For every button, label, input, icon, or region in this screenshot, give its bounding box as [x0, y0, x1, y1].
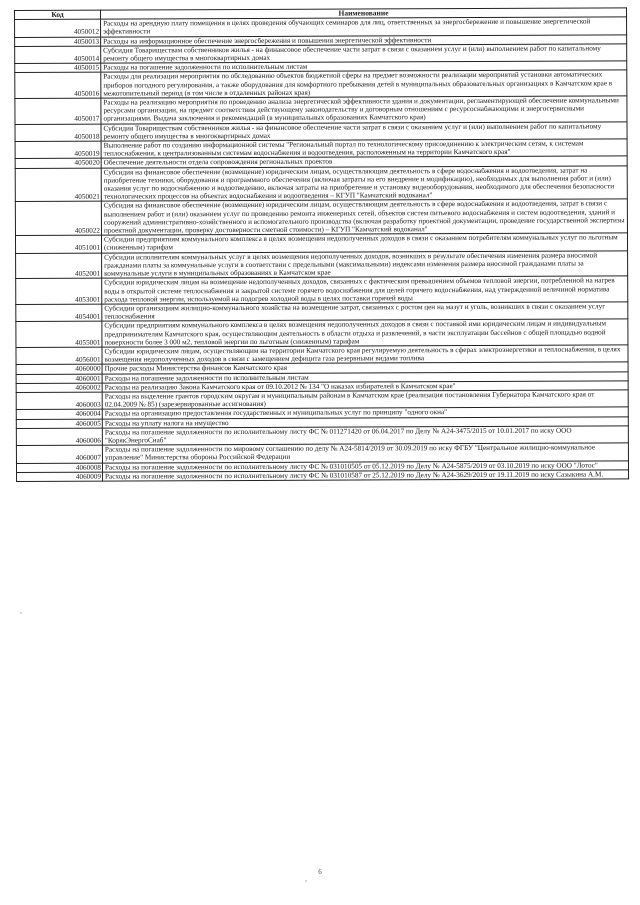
row-code: 4060004: [16, 409, 102, 419]
table-row: [16, 276, 628, 304]
row-code: 4060006: [16, 428, 102, 446]
row-name: Расходы на арендную плату помещения в целях проведения обучающих семинаров для лиц, ответственных за энергосбережение и повышение энергетической эффективности: [101, 17, 627, 37]
row-name: Субсидии организациям жилищно-коммунального хозяйства на возмещение затрат, связанных с ростом цен на мазут и уголь, возникших в связи с оказанием услуг теплоснабжения: [102, 302, 628, 322]
table-row: [16, 319, 628, 347]
row-name: Расходы на реализацию Закона Камчатского края от 09.10.2012 № 134 "О наказах избирателей в Камчатском крае": [102, 381, 628, 392]
row-code: 4050021: [15, 168, 101, 202]
row-name: Субсидия на финансовое обеспечение (возмещение) юридическим лицам, осуществляющим деятельность в сфере водоснабжения и водоотведения, затрат в связи с выполнением работ и (или) оказанием услуг по проведению ремонта инженерных сетей, объектов систем питьевого водоснабжения и систем водоотведения, зданий и сооружений административно-хозяйственного и вспомогательного производства (включая разработку проектной документации, проведение государственной экспертизы проектной документации, проверку достоверности сметной стоимости) – КГУП "Камчатский водоканал": [101, 199, 627, 235]
row-code: 4050013: [15, 37, 101, 47]
page-number: 6: [318, 868, 322, 876]
row-code: 4050012: [15, 19, 101, 37]
row-name: Расходы на погашение задолженности по исполнительному листу ФС № 031010587 от 25.12.2019 по Делу № А24-3629/2019 от 19.11.2019 по иску Сазыкина А.М.: [103, 470, 629, 481]
row-name: Расходы для реализации мероприятия по обследованию объектов бюджетной сферы на предмет возможности реализации мероприятий установки автоматических приборов погодного регулирования, а также оборудования для комфортного пребывания детей в муниципальных образовательных организациях в Камчатском крае в межотопительный период (в том числе в отдаленных районах края): [101, 70, 627, 98]
row-name: Субсидии юридическим лицам, осуществляющим на территории Камчатского края регулируемую деятельность в сферах электроэнергетики и теплоснабжения, в целях возмещения недополученных доходов в связи с замещением дефицита газа резервными видами топлива: [102, 345, 628, 365]
row-code: 4050019: [15, 141, 101, 159]
row-name: Субсидии предприятиям коммунального комплекса в целях возмещения недополученных доходов в связи с поставкой ими юридическим лицам и индивидуальным предпринимателям Камчатского края, осуществляющим деятельность в области отдыха и развлечений, в части эксплуатации бассейнов с общей площадью водной поверхности более 3 000 м2, тепловой энергии по льготным (сниженным) тарифам: [102, 319, 628, 347]
row-code: 4060000: [16, 364, 102, 374]
row-code: 4060008: [16, 463, 102, 473]
row-name: Расходы на информационное обеспечение энергосбережения и повышения энергетической эффективности: [101, 34, 627, 45]
row-code: 4060009: [17, 472, 103, 482]
table-row: [15, 165, 627, 201]
row-name: Субсидии предприятиям коммунального комплекса в целях возмещения недополученных доходов в связи с оказанием потребителям коммунальных услуг по льготным (сниженным) тарифам: [101, 233, 627, 253]
row-code: 4056001: [16, 347, 102, 365]
row-code: 4060001: [16, 374, 102, 384]
row-name: Субсидия на финансовое обеспечение (возмещение) юридическим лицам, осуществляющим деятельность в сфере водоснабжения и водоотведения, затрат на приобретение техники, оборудования и программного обеспечения (включая затраты на его внедрение и модификацию), необходимых для выполнения работ и (или) оказания услуг по водоснабжению и водоотведению, включая затраты на приобретение и установку видеооборудования, необходимого для обеспечения безопасности технологических процессов на объектах водоснабжения и водоотведения – КГУП "Камчатский водоканал": [101, 165, 627, 201]
row-code: 4050016: [15, 73, 101, 99]
row-name: Расходы на погашение задолженности по исполнительному листу ФС № 031010505 от 05.12.2019 по Делу № А24-5875/2019 от 03.10.2019 по иску ООО "Лотос": [102, 460, 628, 471]
document-sheet: [14, 7, 630, 860]
row-code: 4060003: [16, 392, 102, 410]
row-code: 4051001: [15, 235, 101, 253]
table-row: [17, 470, 629, 482]
row-name: Расходы на организацию предоставления государственных и муниципальных услуг по принципу "одного окна": [102, 407, 628, 418]
row-name: Расходы на уплату налога на имущество: [102, 416, 628, 427]
row-name: Субсидии юридическим лицам на возмещение недополученных доходов, связанных с фактическим превышением объемов тепловой энергии, потребленной на нагрев воды в открытой системе теплоснабжения и закрытой системе горячего водоснабжения для целей горячего водоснабжения, над утвержденной величиной норматива расхода тепловой энергии, используемой на подогрев холодной воды в целях поставки горячей воды: [102, 276, 628, 304]
budget-codes-table: [14, 7, 629, 482]
row-name: Расходы на погашение задолженности по мировому соглашению по делу № А24-5814/2019 от 30.09.2019 по иску ФГБУ "Центральное жилищно-коммунальное управление" Министерства обороны Российской Федерации: [102, 443, 628, 463]
row-code: 4050018: [15, 124, 101, 142]
table-row: [15, 199, 627, 235]
row-name: Расходы на погашение задолженности по исполнительным листам: [102, 371, 628, 382]
table-row: [15, 70, 627, 98]
row-code: 4055001: [16, 321, 102, 347]
table-row: [15, 96, 627, 124]
table-body: [15, 17, 629, 481]
row-code: 4050014: [15, 46, 101, 64]
row-name: Расходы на реализацию мероприятия по проведению анализа энергетической эффективности здания и документации, регламентирующей обеспечение коммунальными ресурсами организации, на предмет соответствия действующему законодательству и договорным отношениям с ресурсоснабжающими и энергосервисными организациями. Выдача заключения и рекомендаций (в муниципальных образованиях Камчатского края): [101, 96, 627, 124]
code-column-header: Код: [15, 10, 101, 20]
row-name: Субсидия Товариществам собственников жилья - на финансовое обеспечение части затрат в связи с оказанием услуг и (или) выполнением работ по капитальному ремонту общего имущества в многоквартирных домах: [101, 44, 627, 64]
row-code: 4052001: [16, 253, 102, 279]
row-name: Расходы на погашение задолженности по исполнительным листам: [101, 61, 627, 72]
row-code: 4050020: [15, 159, 101, 169]
scan-speck: [305, 880, 307, 882]
row-code: 4050015: [15, 63, 101, 73]
name-column-header: Наименование: [101, 8, 627, 19]
row-code: 4050017: [15, 98, 101, 124]
table-row: [16, 251, 628, 279]
row-name: Расходы на выделение грантов городским округам и муниципальным районам в Камчатском крае (реализация постановления Губернатора Камчатского края от 02.04.2009 № 85) (зарезервированные ассигнования): [102, 390, 628, 410]
row-code: 4060005: [16, 419, 102, 429]
scan-speck: [20, 612, 22, 614]
row-name: Расходы на погашение задолженности по исполнительному листу ФС № 011271420 от 06.04.2017 по Делу № А24-3475/2015 от 10.01.2017 по иску ООО "КорякЭнергоСнаб": [102, 426, 628, 446]
row-code: 4060007: [16, 445, 102, 463]
row-code: 4050022: [15, 202, 101, 236]
row-name: Прочие расходы Министерства финансов Камчатского края: [102, 362, 628, 373]
row-name: Субсидия Товариществам собственников жилья - на финансовое обеспечение части затрат в связи с оказанием услуг и (или) выполнением работ по капитальному ремонту общего имущества в многоквартирных домах: [101, 121, 627, 141]
row-name: Субсидии исполнителям коммунальных услуг в целях возмещения недополученных доходов, возникших в результате обеспечения изменения размера вносимой гражданами платы за коммунальные услуги в соответствии с предельными (максимальными) индексами изменения размера вносимой гражданами платы за коммунальные услуги в муниципальных образованиях в Камчатском крае: [102, 251, 628, 279]
row-code: 4060002: [16, 383, 102, 393]
row-code: 4054001: [16, 304, 102, 322]
row-code: 4053001: [16, 278, 102, 304]
row-name: Обеспечение деятельности отдела сопровождения региональных проектов: [101, 156, 627, 167]
row-name: Выполнение работ по созданию информационной системы "Региональный портал по технологическому присоединению к электрическим сетям, к системам теплоснабжения, к централизованным системам водоснабжения и водоотведения, расположенным на территории Камчатского края": [101, 139, 627, 159]
